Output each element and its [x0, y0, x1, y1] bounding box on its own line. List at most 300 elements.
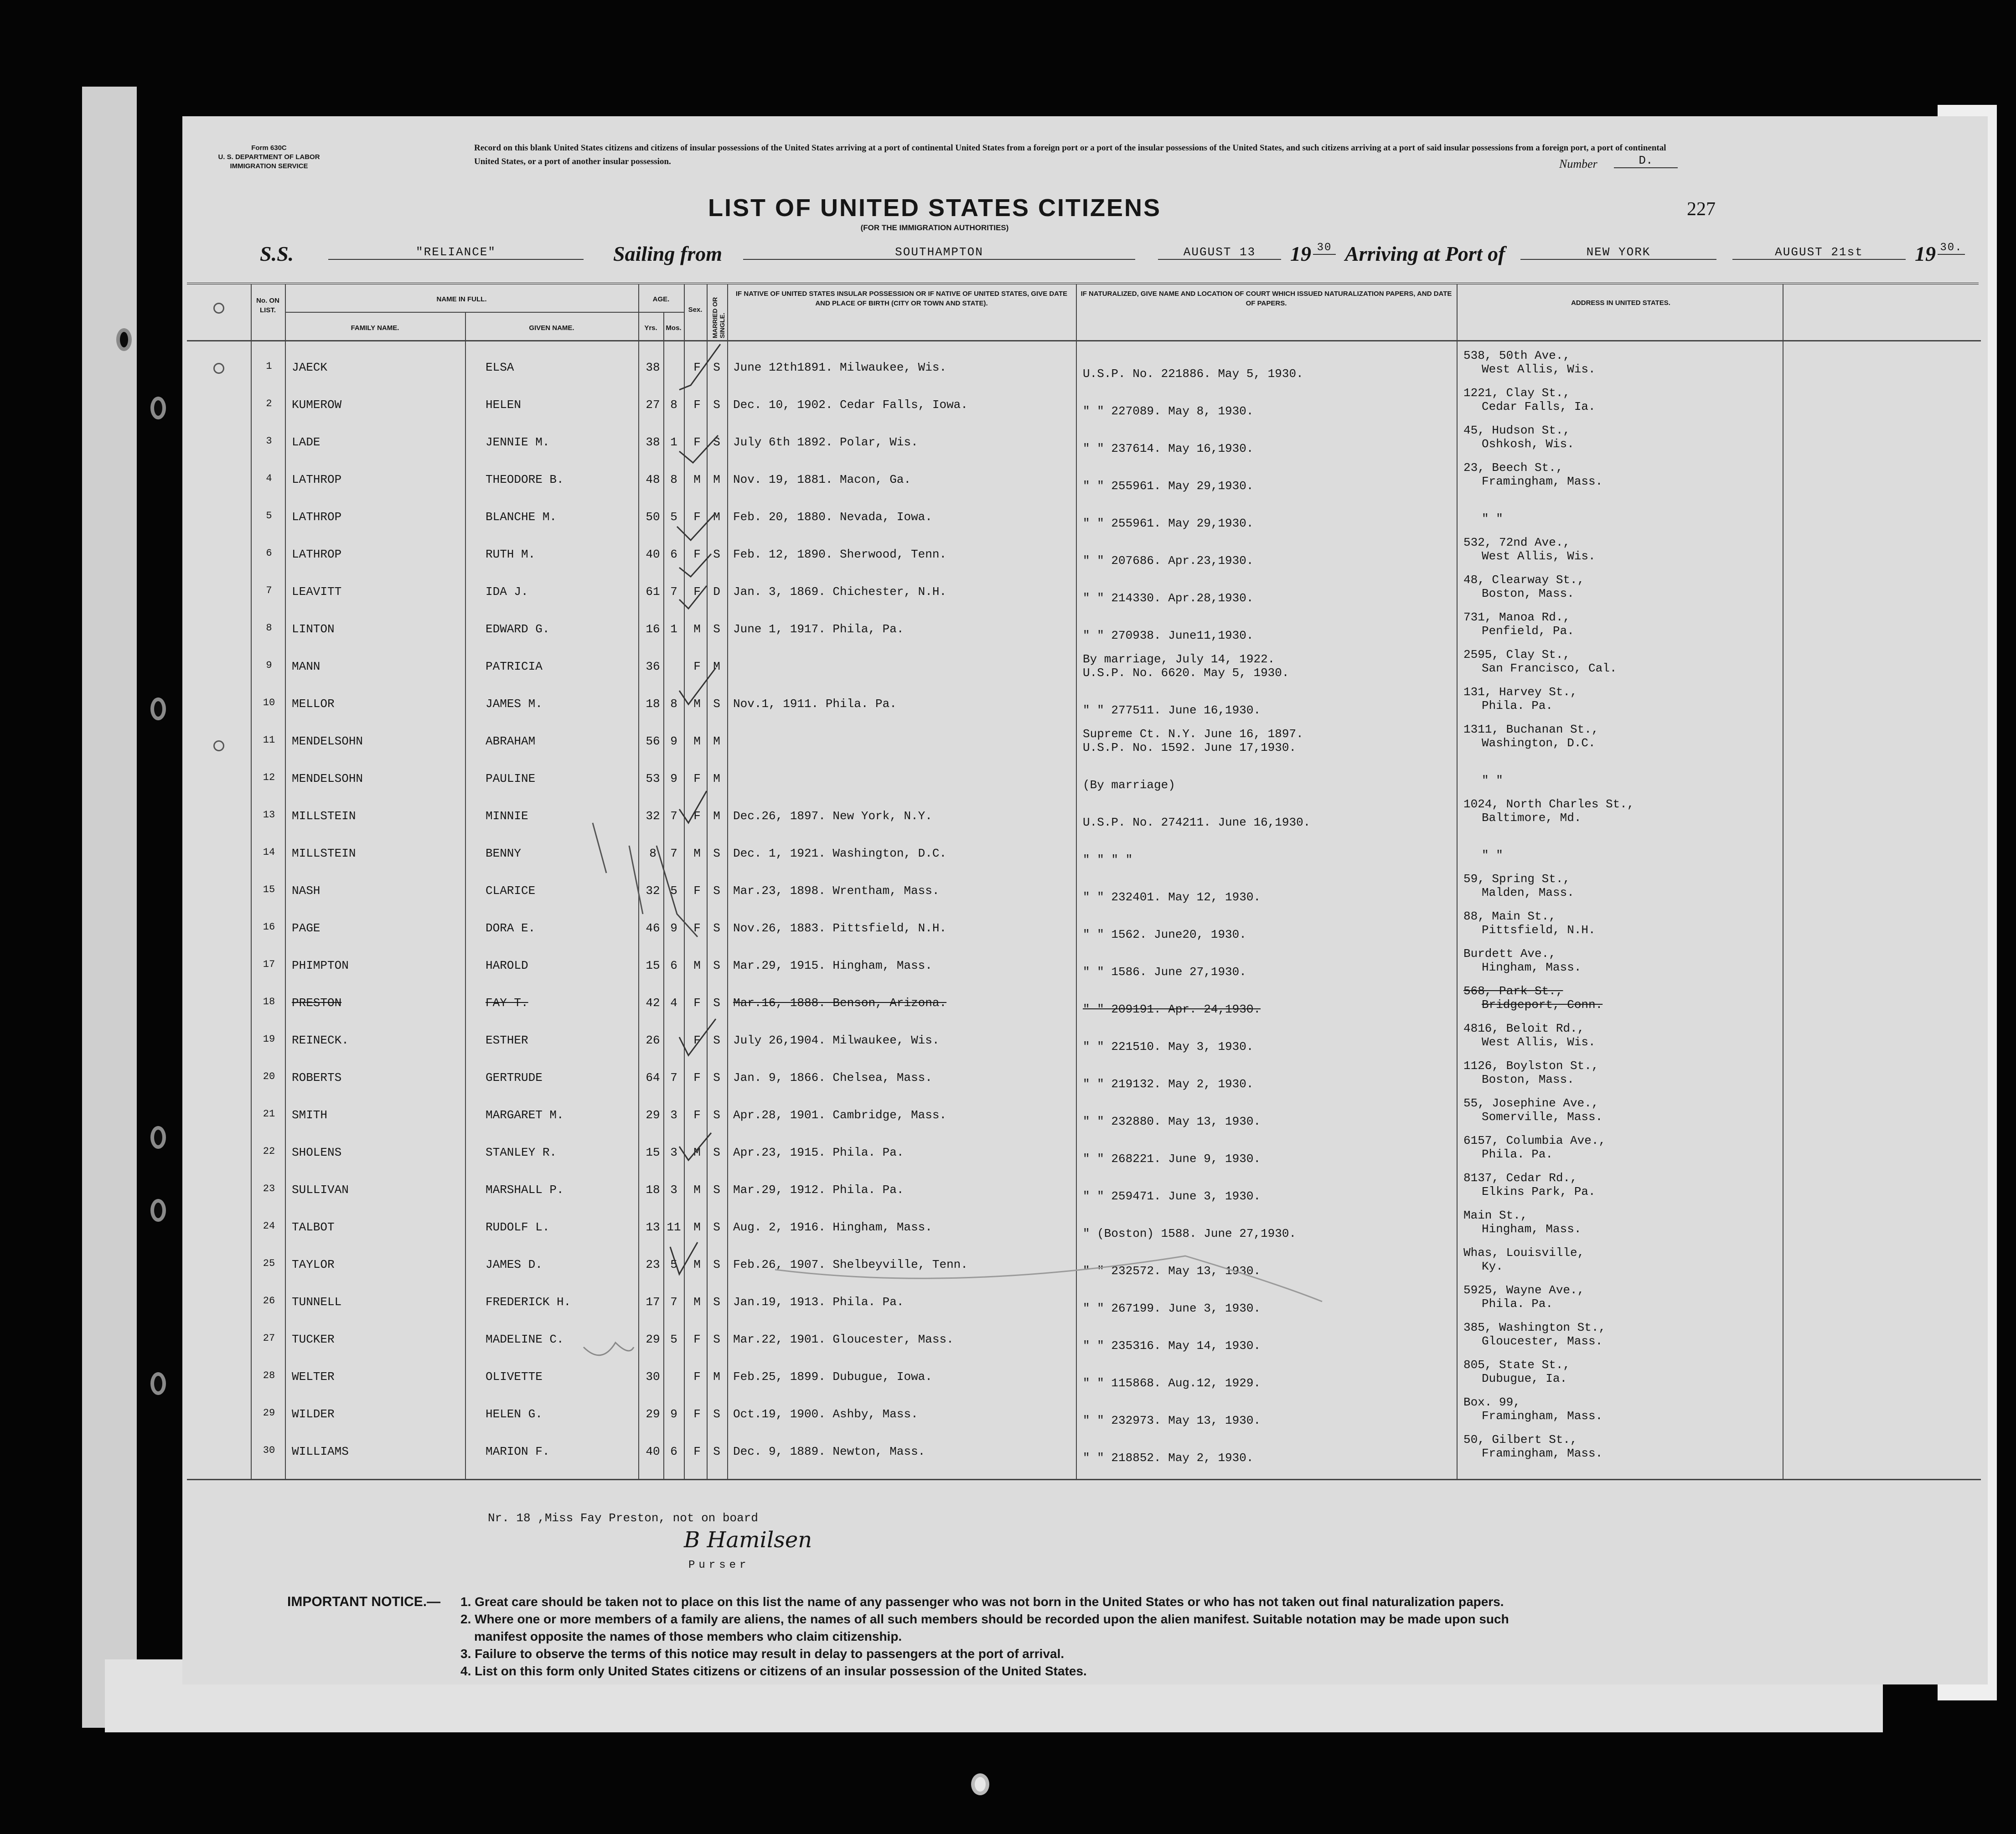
row-number: 1	[266, 361, 272, 372]
marital-status: S	[713, 1258, 720, 1271]
address-line-1: 88, Main St.,	[1463, 909, 1556, 923]
sex: F	[693, 1108, 701, 1122]
row-number: 22	[263, 1146, 275, 1157]
address-line-2: Ky.	[1482, 1260, 1503, 1273]
address-line-2: San Francisco, Cal.	[1482, 661, 1617, 675]
row-number: 26	[263, 1295, 275, 1307]
marital-status: S	[713, 622, 720, 636]
binder-hole	[150, 1199, 166, 1222]
naturalization-line-1: By marriage, July 14, 1922.	[1083, 652, 1275, 666]
form-number: Form 630C	[251, 144, 287, 152]
row-number: 25	[263, 1258, 275, 1269]
age-months: 7	[670, 1071, 677, 1085]
age-months: 6	[670, 1445, 677, 1458]
marital-status: S	[713, 847, 720, 860]
family-name: WILLIAMS	[292, 1445, 349, 1458]
address-line-1: Burdett Ave.,	[1463, 947, 1556, 961]
birth-info: June 1, 1917. Phila, Pa.	[733, 622, 904, 636]
age-years: 42	[646, 996, 660, 1010]
birth-info: Mar.16, 1888. Benson, Arizona.	[733, 996, 947, 1010]
col-no-header: No. ON LIST.	[256, 297, 279, 314]
table-row	[187, 1094, 1981, 1129]
naturalization-line-2: " " 209191. Apr. 24,1930.	[1083, 1002, 1261, 1016]
table-row	[187, 608, 1981, 643]
birth-info: Aug. 2, 1916. Hingham, Mass.	[733, 1220, 932, 1234]
binder-hole	[150, 1126, 166, 1149]
table-row	[187, 1318, 1981, 1354]
age-months: 3	[670, 1108, 677, 1122]
year-prefix-to: 19	[1915, 242, 1936, 265]
family-name: MILLSTEIN	[292, 809, 356, 823]
age-months: 6	[670, 959, 677, 972]
sailing-from-label: Sailing from	[613, 242, 723, 265]
col-yrs-header: Yrs.	[644, 324, 657, 332]
col-birth-header: IF NATIVE OF UNITED STATES INSULAR POSSESSION OR IF NATIVE OF UNITED STATES, GIVE DATE AND PLACE OF BIRTH (CITY OR TOWN AND STATE).	[735, 290, 1068, 307]
age-months: 7	[670, 847, 677, 860]
page-subtitle: (FOR THE IMMIGRATION AUTHORITIES)	[860, 223, 1009, 232]
age-months: 7	[670, 809, 677, 823]
address-line-2: Somerville, Mass.	[1482, 1110, 1603, 1124]
given-name: CLARICE	[486, 884, 536, 898]
address-line-1: 23, Beech St.,	[1463, 461, 1563, 475]
table-row	[187, 1056, 1981, 1092]
table-row	[187, 645, 1981, 681]
address-line-2: Dubugue, Ia.	[1482, 1372, 1567, 1385]
address-line-2: " "	[1482, 512, 1503, 526]
age-years: 56	[646, 734, 660, 748]
age-years: 38	[646, 361, 660, 374]
age-years: 15	[646, 1146, 660, 1159]
date-to: AUGUST 21st	[1732, 245, 1906, 260]
table-row	[187, 1393, 1981, 1428]
family-name: MENDELSOHN	[292, 734, 363, 748]
age-years: 27	[646, 398, 660, 412]
birth-info: Apr.23, 1915. Phila. Pa.	[733, 1146, 904, 1159]
marital-status: S	[713, 959, 720, 972]
address-line-1: 1221, Clay St.,	[1463, 386, 1571, 400]
sex: F	[693, 921, 701, 935]
table-row	[187, 982, 1981, 1017]
given-name: BENNY	[486, 847, 522, 860]
age-years: 61	[646, 585, 660, 599]
table-row	[187, 1131, 1981, 1167]
col-mos-header: Mos.	[666, 324, 682, 332]
address-line-1: Whas, Louisville,	[1463, 1246, 1585, 1260]
ss-label: S.S.	[260, 242, 294, 265]
year-prefix-from: 19	[1290, 242, 1311, 265]
notice-1: 1. Great care should be taken not to place on this list the name of any passenger who was not born in the United States or who has not taken out final naturalization papers.	[460, 1595, 1504, 1609]
marital-status: S	[713, 1407, 720, 1421]
row-number: 30	[263, 1445, 275, 1456]
given-name: MARSHALL P.	[486, 1183, 564, 1197]
table-row	[187, 795, 1981, 830]
address-line-2: Malden, Mass.	[1482, 886, 1574, 899]
page-number: 227	[1687, 199, 1716, 220]
age-years: 40	[646, 548, 660, 561]
given-name: PATRICIA	[486, 660, 543, 673]
given-name: HAROLD	[486, 959, 528, 972]
row-number: 11	[263, 734, 275, 746]
row-number: 17	[263, 959, 275, 970]
sex: F	[693, 1333, 701, 1346]
family-name: PAGE	[292, 921, 320, 935]
sex: F	[693, 435, 701, 449]
table-row	[187, 720, 1981, 755]
address-line-1: 50, Gilbert St.,	[1463, 1433, 1577, 1447]
birth-info: July 6th 1892. Polar, Wis.	[733, 435, 918, 449]
age-years: 53	[646, 772, 660, 785]
age-years: 23	[646, 1258, 660, 1271]
marital-status: S	[713, 398, 720, 412]
number-value: D.	[1614, 154, 1678, 168]
row-number: 2	[266, 398, 272, 409]
age-years: 17	[646, 1295, 660, 1309]
table-row	[187, 1281, 1981, 1316]
row-number: 4	[266, 473, 272, 484]
given-name: JAMES M.	[486, 697, 543, 711]
sex: F	[693, 510, 701, 524]
address-line-2: Phila. Pa.	[1482, 1147, 1553, 1161]
address-line-1: 1311, Buchanan St.,	[1463, 723, 1599, 736]
row-number: 21	[263, 1108, 275, 1120]
address-line-1: 1024, North Charles St.,	[1463, 797, 1634, 811]
marital-status: S	[713, 548, 720, 561]
family-name: MILLSTEIN	[292, 847, 356, 860]
table-row	[187, 907, 1981, 942]
marital-status: S	[713, 1295, 720, 1309]
table-row	[187, 869, 1981, 905]
birth-info: Mar.22, 1901. Gloucester, Mass.	[733, 1333, 954, 1346]
table-row	[187, 1206, 1981, 1241]
age-months: 8	[670, 697, 677, 711]
address-line-2: West Allis, Wis.	[1482, 362, 1596, 376]
marital-status: M	[713, 809, 720, 823]
given-name: EDWARD G.	[486, 622, 550, 636]
manifest-sheet	[182, 116, 1988, 1684]
row-number: 29	[263, 1407, 275, 1419]
address-line-1: 45, Hudson St.,	[1463, 424, 1571, 437]
address-line-1: 48, Clearway St.,	[1463, 573, 1585, 587]
ship-name: "RELIANCE"	[328, 245, 584, 260]
marital-status: S	[713, 1220, 720, 1234]
age-years: 29	[646, 1333, 660, 1346]
row-number: 7	[266, 585, 272, 596]
table-row	[187, 1243, 1981, 1279]
marital-status: S	[713, 1108, 720, 1122]
header-rule	[187, 340, 1981, 341]
sex: F	[693, 996, 701, 1010]
row-number: 3	[266, 435, 272, 447]
sex: M	[693, 1183, 701, 1197]
naturalization-line-2: " " 218852. May 2, 1930.	[1083, 1451, 1254, 1465]
date-from: AUGUST 13	[1158, 245, 1281, 260]
family-name: SHOLENS	[292, 1146, 342, 1159]
age-months: 7	[670, 1295, 677, 1309]
department-name: U. S. DEPARTMENT OF LABOR	[218, 153, 320, 161]
marital-status: M	[713, 1370, 720, 1384]
row-number: 13	[263, 809, 275, 821]
address-line-2: Oshkosh, Wis.	[1482, 437, 1574, 451]
address-line-2: Hingham, Mass.	[1482, 1222, 1582, 1236]
given-name: FAY T.	[486, 996, 528, 1010]
row-number: 15	[263, 884, 275, 895]
given-name: BLANCHE M.	[486, 510, 557, 524]
age-years: 13	[646, 1220, 660, 1234]
given-name: ABRAHAM	[486, 734, 536, 748]
arriving-label: Arriving at Port of	[1345, 242, 1505, 265]
given-name: PAULINE	[486, 772, 536, 785]
col-name-header: NAME IN FULL.	[436, 295, 487, 303]
naturalization-line-2: " " 259471. June 3, 1930.	[1083, 1189, 1261, 1203]
table-row	[187, 458, 1981, 494]
birth-info: Jan.19, 1913. Phila. Pa.	[733, 1295, 904, 1309]
year-to: 30.	[1938, 242, 1965, 255]
table-row	[187, 832, 1981, 868]
address-line-1: Box. 99,	[1463, 1395, 1520, 1409]
sex: F	[693, 1407, 701, 1421]
binder-hole	[116, 328, 132, 351]
age-months: 5	[670, 510, 677, 524]
given-name: THEODORE B.	[486, 473, 564, 486]
sex: M	[693, 847, 701, 860]
naturalization-line-2: U.S.P. No. 1592. June 17,1930.	[1083, 741, 1297, 754]
address-line-2: Gloucester, Mass.	[1482, 1334, 1603, 1348]
table-row	[187, 682, 1981, 718]
age-months: 3	[670, 1146, 677, 1159]
birth-info: Nov. 19, 1881. Macon, Ga.	[733, 473, 911, 486]
marital-status: M	[713, 734, 720, 748]
marital-status: S	[713, 361, 720, 374]
given-name: JENNIE M.	[486, 435, 550, 449]
row-number: 9	[266, 660, 272, 671]
address-line-2: Boston, Mass.	[1482, 587, 1574, 600]
naturalization-line-2: " " 1586. June 27,1930.	[1083, 965, 1246, 979]
age-years: 16	[646, 622, 660, 636]
age-years: 36	[646, 660, 660, 673]
age-months: 5	[670, 1333, 677, 1346]
address-line-1: 6157, Columbia Ave.,	[1463, 1134, 1606, 1147]
table-row	[187, 496, 1981, 531]
naturalization-line-2: " " 207686. Apr.23,1930.	[1083, 554, 1254, 568]
sex: M	[693, 1146, 701, 1159]
family-name: PRESTON	[292, 996, 342, 1010]
address-line-2: Baltimore, Md.	[1482, 811, 1582, 825]
sex: M	[693, 1295, 701, 1309]
naturalization-line-1: Supreme Ct. N.Y. June 16, 1897.	[1083, 727, 1303, 741]
family-name: MANN	[292, 660, 320, 673]
birth-info: June 12th1891. Milwaukee, Wis.	[733, 361, 947, 374]
age-months: 3	[670, 1183, 677, 1197]
naturalization-line-2: " " 267199. June 3, 1930.	[1083, 1302, 1261, 1315]
age-months: 5	[670, 884, 677, 898]
naturalization-line-2: " " 219132. May 2, 1930.	[1083, 1077, 1254, 1091]
given-name: MARGARET M.	[486, 1108, 564, 1122]
naturalization-line-2: U.S.P. No. 6620. May 5, 1930.	[1083, 666, 1289, 680]
row-number: 19	[263, 1033, 275, 1045]
given-name: MARION F.	[486, 1445, 550, 1458]
birth-info: Mar.29, 1915. Hingham, Mass.	[733, 959, 932, 972]
sex: F	[693, 1033, 701, 1047]
address-line-1: 55, Josephine Ave.,	[1463, 1096, 1599, 1110]
address-line-1: 568, Park St.,	[1463, 984, 1563, 998]
naturalization-line-2: " " 214330. Apr.28,1930.	[1083, 591, 1254, 605]
col-naturalized-header: IF NATURALIZED, GIVE NAME AND LOCATION OF COURT WHICH ISSUED NATURALIZATION PAPERS, AND DATE OF PAPERS.	[1080, 290, 1452, 307]
marital-status: M	[713, 510, 720, 524]
sex: F	[693, 772, 701, 785]
naturalization-line-2: " " 237614. May 16,1930.	[1083, 442, 1254, 455]
birth-info: Dec.26, 1897. New York, N.Y.	[733, 809, 932, 823]
sex: F	[693, 809, 701, 823]
age-months: 1	[670, 435, 677, 449]
naturalization-line-2: " " 268221. June 9, 1930.	[1083, 1152, 1261, 1166]
col-address-header: ADDRESS IN UNITED STATES.	[1571, 299, 1670, 307]
row-number: 20	[263, 1071, 275, 1082]
footer-note: Nr. 18 ,Miss Fay Preston, not on board	[488, 1511, 758, 1525]
birth-info: Nov.1, 1911. Phila. Pa.	[733, 697, 897, 711]
address-line-2: Washington, D.C.	[1482, 736, 1596, 750]
naturalization-line-2: U.S.P. No. 221886. May 5, 1930.	[1083, 367, 1303, 381]
marital-status: S	[713, 1445, 720, 1458]
address-line-1: 5925, Wayne Ave.,	[1463, 1283, 1585, 1297]
birth-info: Feb.26, 1907. Shelbeyville, Tenn.	[733, 1258, 968, 1271]
family-name: NASH	[292, 884, 320, 898]
family-name: SMITH	[292, 1108, 328, 1122]
purser-signature: B Hamilsen	[684, 1527, 812, 1553]
table-row	[187, 757, 1981, 793]
address-line-1: 131, Harvey St.,	[1463, 685, 1577, 699]
age-months: 9	[670, 921, 677, 935]
row-number: 5	[266, 510, 272, 522]
sex: F	[693, 660, 701, 673]
address-line-2: Cedar Falls, Ia.	[1482, 400, 1596, 413]
sex: M	[693, 622, 701, 636]
binder-hole	[150, 1372, 166, 1395]
row-number: 14	[263, 847, 275, 858]
number-label: Number	[1559, 157, 1597, 170]
table-row	[187, 1019, 1981, 1054]
family-name: PHIMPTON	[292, 959, 349, 972]
age-months: 1	[670, 622, 677, 636]
age-months: 6	[670, 548, 677, 561]
age-months: 11	[667, 1220, 681, 1234]
given-name: HELEN G.	[486, 1407, 543, 1421]
age-years: 32	[646, 809, 660, 823]
address-line-2: West Allis, Wis.	[1482, 549, 1596, 563]
address-line-1: 805, State St.,	[1463, 1358, 1571, 1372]
marital-status: D	[713, 585, 720, 599]
address-line-2: Phila. Pa.	[1482, 699, 1553, 713]
marital-status: S	[713, 921, 720, 935]
naturalization-line-2: " " " "	[1083, 853, 1133, 867]
page-title: LIST OF UNITED STATES CITIZENS	[708, 194, 1161, 222]
age-years: 15	[646, 959, 660, 972]
birth-info: Mar.29, 1912. Phila. Pa.	[733, 1183, 904, 1197]
address-line-1: 731, Manoa Rd.,	[1463, 610, 1571, 624]
naturalization-line-2: " " 227089. May 8, 1930.	[1083, 404, 1254, 418]
naturalization-line-2: " " 255961. May 29,1930.	[1083, 479, 1254, 493]
naturalization-line-2: " " 255961. May 29,1930.	[1083, 517, 1254, 530]
naturalization-line-2: " " 115868. Aug.12, 1929.	[1083, 1376, 1261, 1390]
birth-info: Mar.23, 1898. Wrentham, Mass.	[733, 884, 940, 898]
age-months: 9	[670, 772, 677, 785]
form-header	[214, 144, 324, 171]
birth-info: Apr.28, 1901. Cambridge, Mass.	[733, 1108, 947, 1122]
sex: F	[693, 1445, 701, 1458]
age-months: 9	[670, 1407, 677, 1421]
birth-info: Oct.19, 1900. Ashby, Mass.	[733, 1407, 918, 1421]
given-name: HELEN	[486, 398, 522, 412]
address-line-1: 538, 50th Ave.,	[1463, 349, 1571, 362]
naturalization-line-2: " " 232572. May 13, 1930.	[1083, 1264, 1261, 1278]
row-number: 18	[263, 996, 275, 1007]
naturalization-line-2: (By marriage)	[1083, 778, 1175, 792]
notice-4: 4. List on this form only United States citizens or citizens of an insular possession of the United States.	[460, 1664, 1087, 1678]
family-name: WILDER	[292, 1407, 335, 1421]
naturalization-line-2: " " 270938. June11,1930.	[1083, 629, 1254, 642]
family-name: LINTON	[292, 622, 335, 636]
naturalization-line-2: " " 232973. May 13, 1930.	[1083, 1414, 1261, 1427]
birth-info: Jan. 3, 1869. Chichester, N.H.	[733, 585, 947, 599]
table-row	[187, 383, 1981, 419]
sex: M	[693, 697, 701, 711]
margin-bubble	[213, 303, 224, 314]
family-name: LATHROP	[292, 548, 342, 561]
table-row	[187, 421, 1981, 456]
address-line-1: 532, 72nd Ave.,	[1463, 536, 1571, 549]
notice-2-cont: manifest opposite the names of those members who claim citizenship.	[474, 1629, 902, 1643]
row-number: 6	[266, 548, 272, 559]
given-name: MINNIE	[486, 809, 528, 823]
age-months: 8	[670, 398, 677, 412]
birth-info: Dec. 9, 1889. Newton, Mass.	[733, 1445, 925, 1458]
intro-text: Record on this blank United States citizens and citizens of insular possessions of the United States arriving at a port of continental United States from a foreign port or a port of the insular possessions of the United States, and such citizens arriving at a port of said insular possessions from a foreign port, a port of continental United States, or a port of another insular possession.	[474, 143, 1666, 166]
family-name: MELLOR	[292, 697, 335, 711]
birth-info: Feb.25, 1899. Dubugue, Iowa.	[733, 1370, 932, 1384]
address-line-1: 8137, Cedar Rd.,	[1463, 1171, 1577, 1185]
age-years: 32	[646, 884, 660, 898]
sex: F	[693, 361, 701, 374]
address-line-2: Bridgeport, Conn.	[1482, 998, 1603, 1012]
address-line-1: 385, Washington St.,	[1463, 1321, 1606, 1334]
col-marital-header: MARRIED OR SINGLE.	[711, 297, 726, 338]
age-months: 5	[670, 1258, 677, 1271]
given-name: MADELINE C.	[486, 1333, 564, 1346]
address-line-1: 4816, Beloit Rd.,	[1463, 1022, 1585, 1035]
notice-3: 3. Failure to observe the terms of this notice may result in delay to passengers at the port of arrival.	[460, 1647, 1065, 1661]
sex: M	[693, 959, 701, 972]
age-years: 26	[646, 1033, 660, 1047]
marital-status: M	[713, 473, 720, 486]
age-years: 18	[646, 1183, 660, 1197]
col-sex-header: Sex.	[688, 306, 703, 314]
address-line-2: Framingham, Mass.	[1482, 1409, 1603, 1423]
birth-info: Feb. 20, 1880. Nevada, Iowa.	[733, 510, 932, 524]
family-name: ROBERTS	[292, 1071, 342, 1085]
age-years: 40	[646, 1445, 660, 1458]
marital-status: S	[713, 1183, 720, 1197]
address-line-1: Main St.,	[1463, 1209, 1528, 1222]
age-years: 29	[646, 1108, 660, 1122]
given-name: ELSA	[486, 361, 514, 374]
marital-status: S	[713, 1071, 720, 1085]
marital-status: S	[713, 1033, 720, 1047]
family-name: REINECK.	[292, 1033, 349, 1047]
naturalization-line-2: " " 277511. June 16,1930.	[1083, 703, 1261, 717]
address-line-1: 59, Spring St.,	[1463, 872, 1571, 886]
sex: F	[693, 1071, 701, 1085]
address-line-2: Pittsfield, N.H.	[1482, 923, 1596, 937]
row-number: 23	[263, 1183, 275, 1194]
